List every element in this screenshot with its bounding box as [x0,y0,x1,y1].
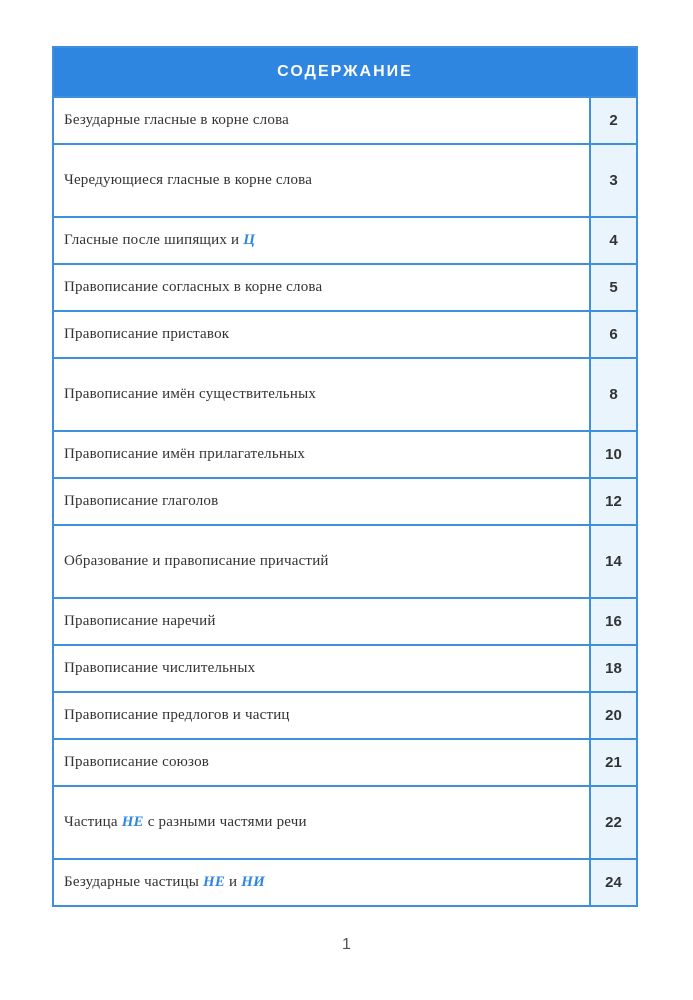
toc-row-page: 20 [589,693,636,738]
toc-row-title [54,693,589,738]
toc-row-title [54,98,589,143]
toc-row-title [54,646,589,691]
toc-title-text: с разными частями речи [143,814,307,830]
toc-row-page: 6 [589,312,636,357]
toc-row[interactable] [54,143,636,216]
toc-row[interactable] [54,785,636,858]
toc-row-page: 22 [589,787,636,858]
toc-row-page: 3 [589,145,636,216]
toc-row-page: 14 [589,526,636,597]
toc-title-text: Правописание согласных в корне слова [64,279,323,295]
toc-row-page: 18 [589,646,636,691]
toc-row-title [54,740,589,785]
toc-row-title [54,860,589,905]
toc-row[interactable] [54,216,636,263]
toc-row[interactable] [54,738,636,785]
toc-row[interactable] [54,597,636,644]
toc-title-text: Безударные частицы [64,874,204,890]
toc-row-title [54,787,589,858]
toc-row[interactable] [54,691,636,738]
toc-row[interactable] [54,263,636,310]
toc-row-title [54,479,589,524]
toc-title-text: Правописание глаголов [64,493,219,509]
toc-row-page: 4 [589,218,636,263]
toc-title-text: Правописание союзов [64,754,210,770]
toc-title-text: Чередующиеся гласные в корне слова [64,172,313,188]
toc-row[interactable] [54,357,636,430]
toc-row-title [54,312,589,357]
toc-row[interactable] [54,644,636,691]
toc-title-text: Правописание имён прилагательных [64,446,306,462]
toc-row[interactable] [54,477,636,524]
page-number: 1 [342,936,351,953]
toc-row-page: 5 [589,265,636,310]
toc-row-page: 24 [589,860,636,905]
toc-row-page: 12 [589,479,636,524]
toc-title-text: Правописание имён существительных [64,386,317,402]
toc-row-title [54,145,589,216]
toc-row[interactable] [54,96,636,143]
table-of-contents [52,46,638,907]
toc-row-page: 2 [589,98,636,143]
toc-title-text: Гласные после шипящих и [64,232,244,248]
toc-row-title [54,432,589,477]
toc-highlight-letter: Ц [243,232,256,248]
toc-row[interactable] [54,430,636,477]
toc-row-title [54,218,589,263]
toc-row-page: 10 [589,432,636,477]
toc-title-text: Частица [64,814,122,830]
toc-highlight-particle: НИ [241,874,265,890]
toc-highlight-particle: НЕ [121,814,144,830]
toc-row-page: 8 [589,359,636,430]
toc-row-title [54,526,589,597]
toc-row[interactable] [54,858,636,905]
toc-row-title [54,359,589,430]
toc-row-title [54,265,589,310]
toc-highlight-particle: НЕ [203,874,226,890]
toc-row-title [54,599,589,644]
toc-title-text: Правописание числительных [64,660,256,676]
toc-title-text: Образование и правописание причастий [64,553,329,569]
toc-title-text: Правописание предлогов и частиц [64,707,290,723]
toc-title-text: и [225,874,242,890]
toc-title: СОДЕРЖАНИЕ [54,48,636,96]
toc-row-page: 21 [589,740,636,785]
toc-title-text: Правописание приставок [64,326,230,342]
toc-row-page: 16 [589,599,636,644]
toc-row[interactable] [54,524,636,597]
toc-row[interactable] [54,310,636,357]
toc-title-text: Безударные гласные в корне слова [64,112,290,128]
toc-title-text: Правописание наречий [64,613,216,629]
